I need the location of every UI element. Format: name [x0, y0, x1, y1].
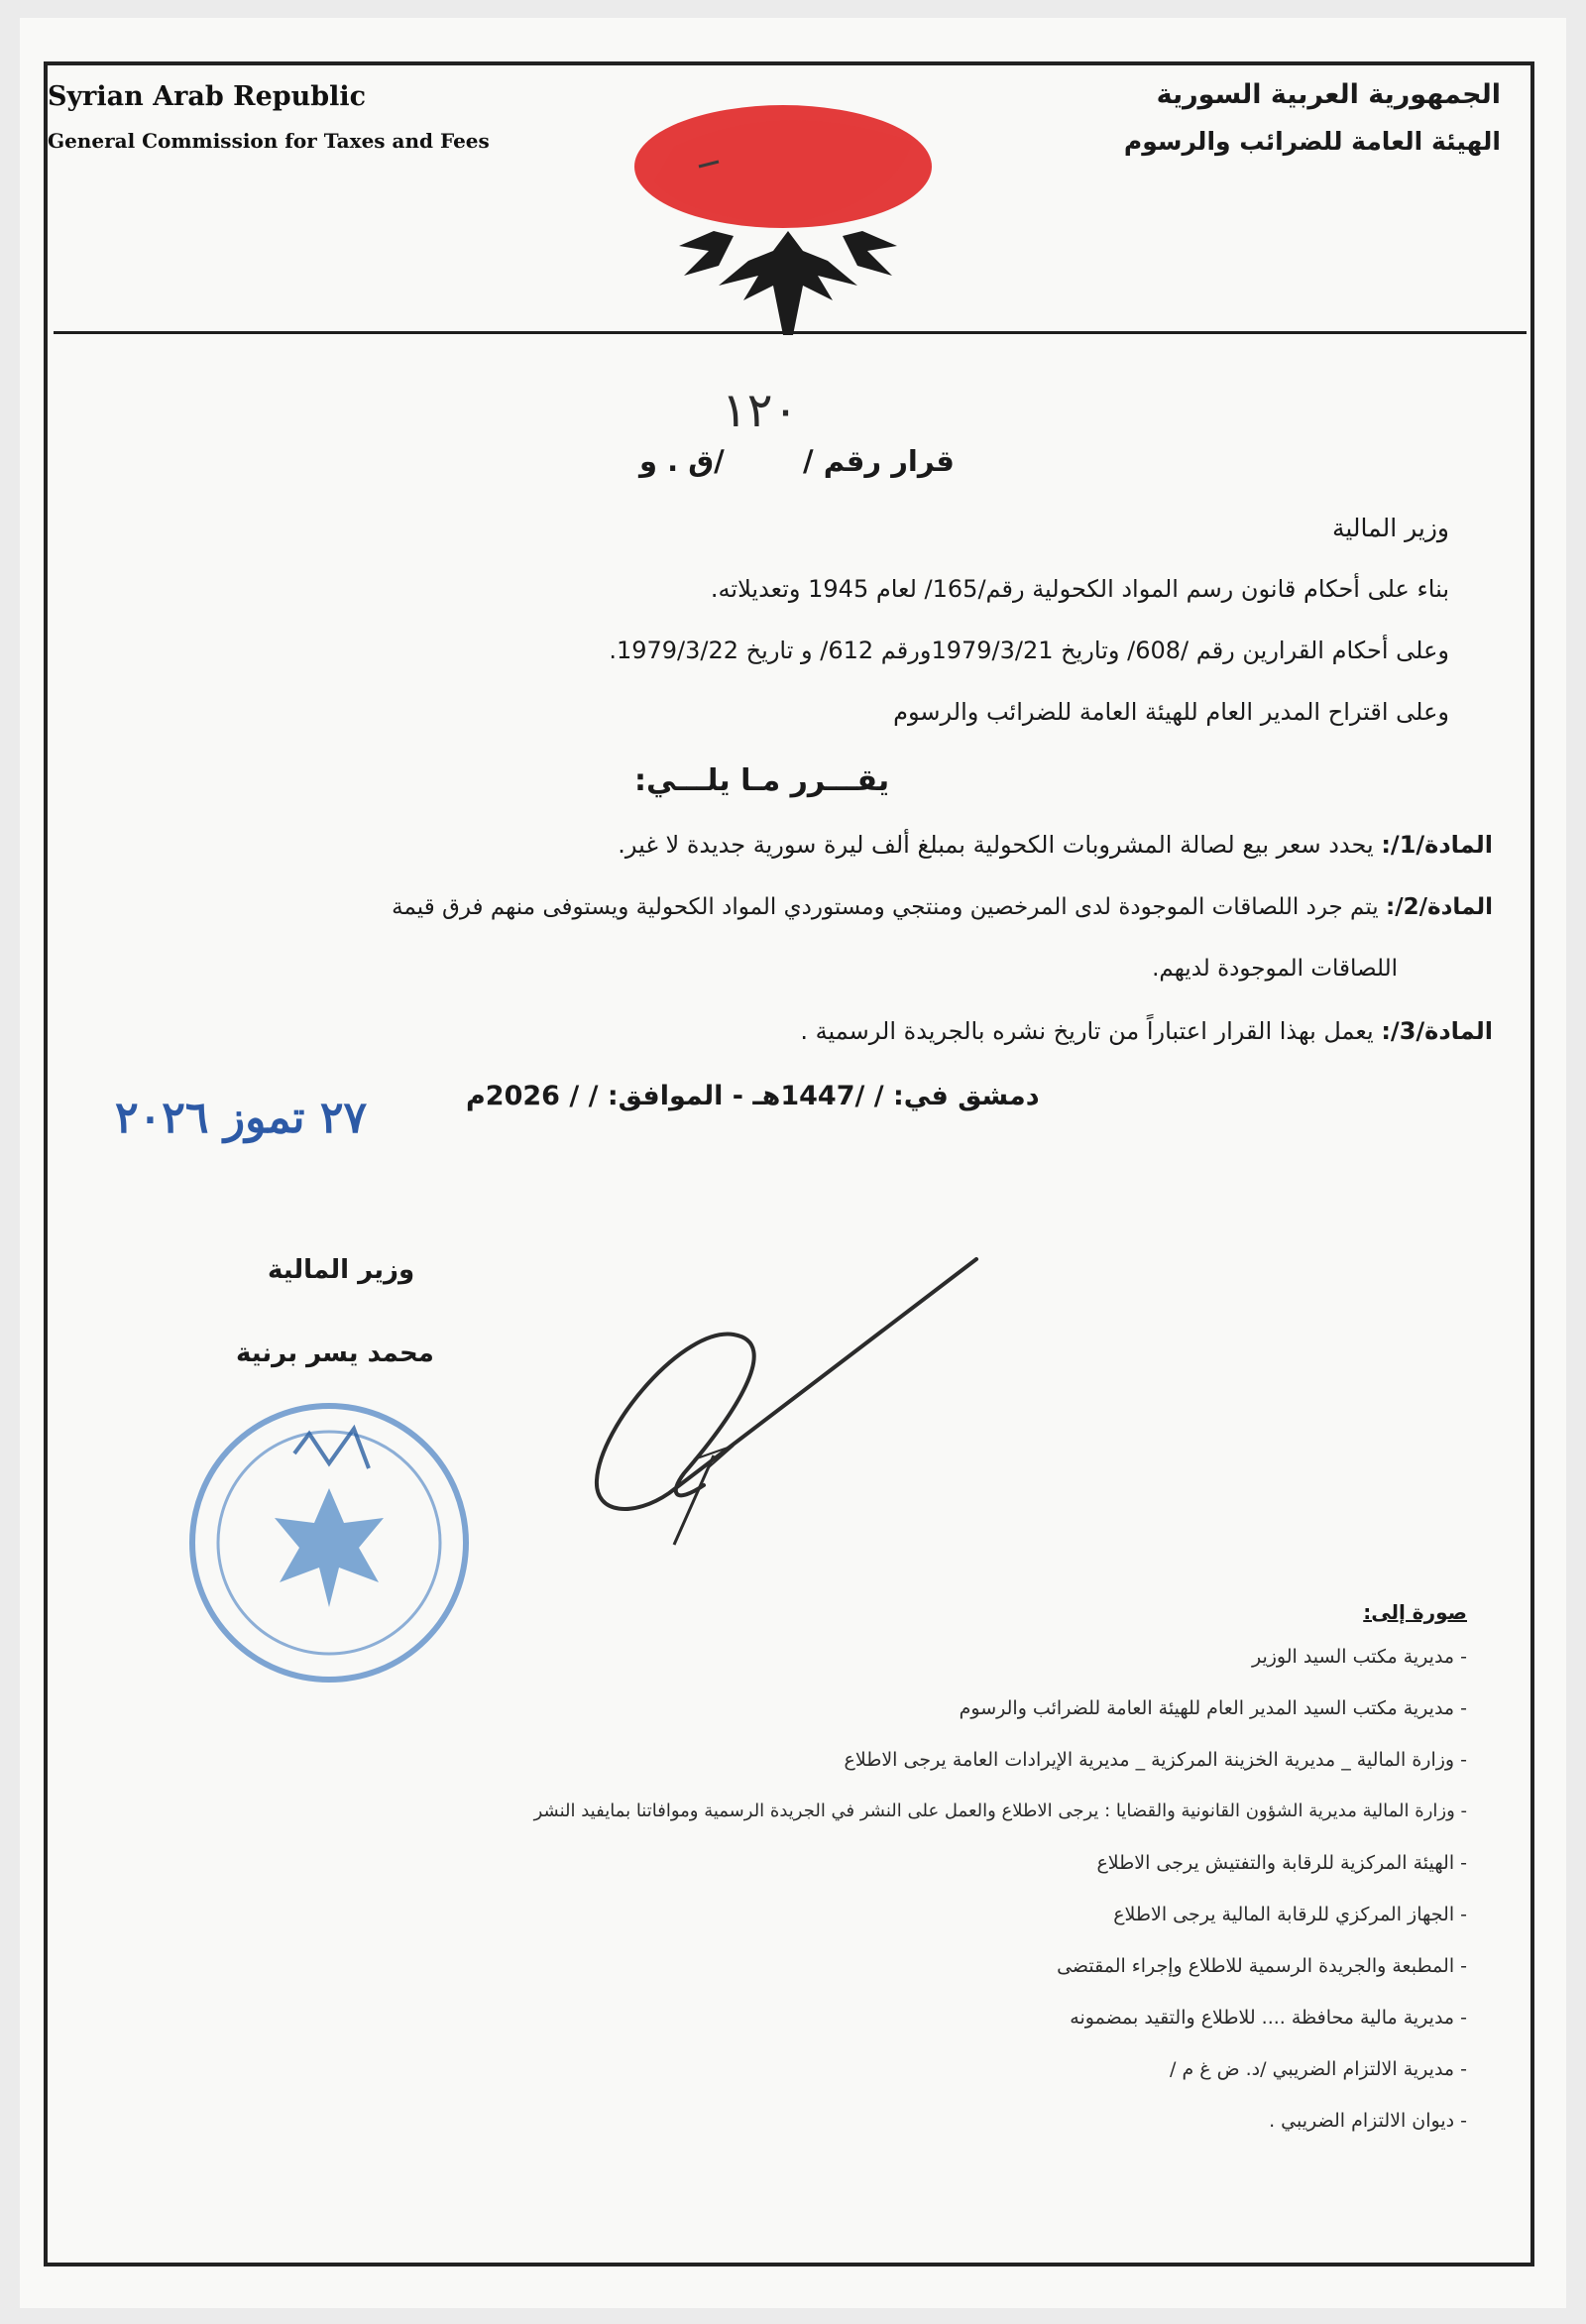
copy-item: - المطبعة والجريدة الرسمية للاطلاع وإجراء المقتضى	[1057, 1955, 1467, 1977]
header-english-country: Syrian Arab Republic	[48, 81, 367, 112]
stamped-date: ٢٧ تموز ٢٠٢٦	[115, 1093, 368, 1143]
article-2	[392, 894, 1493, 920]
article-2-label: المادة/2/:	[1386, 894, 1493, 920]
signature-title: وزير المالية	[268, 1255, 415, 1285]
article-1-label: المادة/1/:	[1381, 831, 1493, 859]
date-line: دمشق في: / /1447هـ - الموافق: / / 2026م	[466, 1081, 1040, 1111]
decides-heading: يقـــرر مـا يلـــي:	[634, 763, 890, 798]
header-divider	[54, 331, 1527, 334]
copy-item: - الهيئة المركزية للرقابة والتفتيش يرجى الاطلاع	[1096, 1852, 1467, 1874]
article-3-text: يعمل بهذا القرار اعتباراً من تاريخ نشره بالجريدة الرسمية .	[800, 1017, 1374, 1045]
decision-handwritten-number: ١٢٠	[722, 383, 799, 438]
body-line-3: وعلى اقتراح المدير العام للهيئة العامة للضرائب والرسوم	[893, 698, 1449, 726]
header-arabic-commission: الهيئة العامة للضرائب والرسوم	[1123, 127, 1501, 156]
header-arabic-country: الجمهورية العربية السورية	[1156, 79, 1501, 110]
article-1	[618, 831, 1493, 859]
copies-heading: صورة إلى:	[1363, 1600, 1467, 1624]
decision-title-suffix: /ق . و	[639, 444, 725, 478]
body-line-1: بناء على أحكام قانون رسم المواد الكحولية رقم/165/ لعام 1945 وتعديلاته.	[710, 575, 1449, 603]
copy-item: - الجهاز المركزي للرقابة المالية يرجى الاطلاع	[1113, 1904, 1467, 1925]
copy-item: - مديرية مكتب السيد المدير العام للهيئة العامة للضرائب والرسوم	[959, 1697, 1467, 1719]
copy-item: - وزارة المالية _ مديرية الخزينة المركزية _ مديرية الإيرادات العامة يرجى الاطلاع	[844, 1749, 1467, 1771]
article-3-label: المادة/3/:	[1381, 1017, 1493, 1045]
document-page	[20, 18, 1566, 2308]
official-stamp	[180, 1394, 478, 1691]
handwritten-signature	[575, 1247, 1011, 1584]
decision-title-prefix: قرار رقم /	[803, 444, 955, 478]
header-english-commission: General Commission for Taxes and Fees	[48, 129, 490, 153]
copy-item: - ديوان الالتزام الضريبي .	[1269, 2110, 1467, 2132]
copy-item: - مديرية الالتزام الضريبي /د. ض غ م /	[1170, 2058, 1467, 2080]
emblem-eagle-icon	[624, 87, 952, 345]
copy-item: - مديرية مكتب السيد الوزير	[1251, 1646, 1467, 1668]
signature-name: محمد يسر برنية	[236, 1338, 434, 1368]
article-1-text: يحدد سعر بيع لصالة المشروبات الكحولية بمبلغ ألف ليرة سورية جديدة لا غير.	[618, 831, 1374, 859]
article-3	[800, 1017, 1493, 1045]
article-2-continuation: اللصاقات الموجودة لديهم.	[1152, 956, 1398, 982]
body-line-2: وعلى أحكام القرارين رقم /608/ وتاريخ 1979/3/21ورقم 612/ و تاريخ 1979/3/22.	[609, 637, 1449, 664]
minister-heading: وزير المالية	[1331, 514, 1449, 542]
article-2-text: يتم جرد اللصاقات الموجودة لدى المرخصين ومنتجي ومستوردي المواد الكحولية ويستوفى منهم فرق قيمة	[392, 894, 1379, 920]
copy-item: - وزارة المالية مديرية الشؤون القانونية والقضايا : يرجى الاطلاع والعمل على النشر في الجريدة الرسمية وموافاتنا بمايفيد النشر	[533, 1801, 1467, 1821]
copy-item: - مديرية مالية محافظة .... للاطلاع والتقيد بمضمونه	[1070, 2007, 1467, 2029]
